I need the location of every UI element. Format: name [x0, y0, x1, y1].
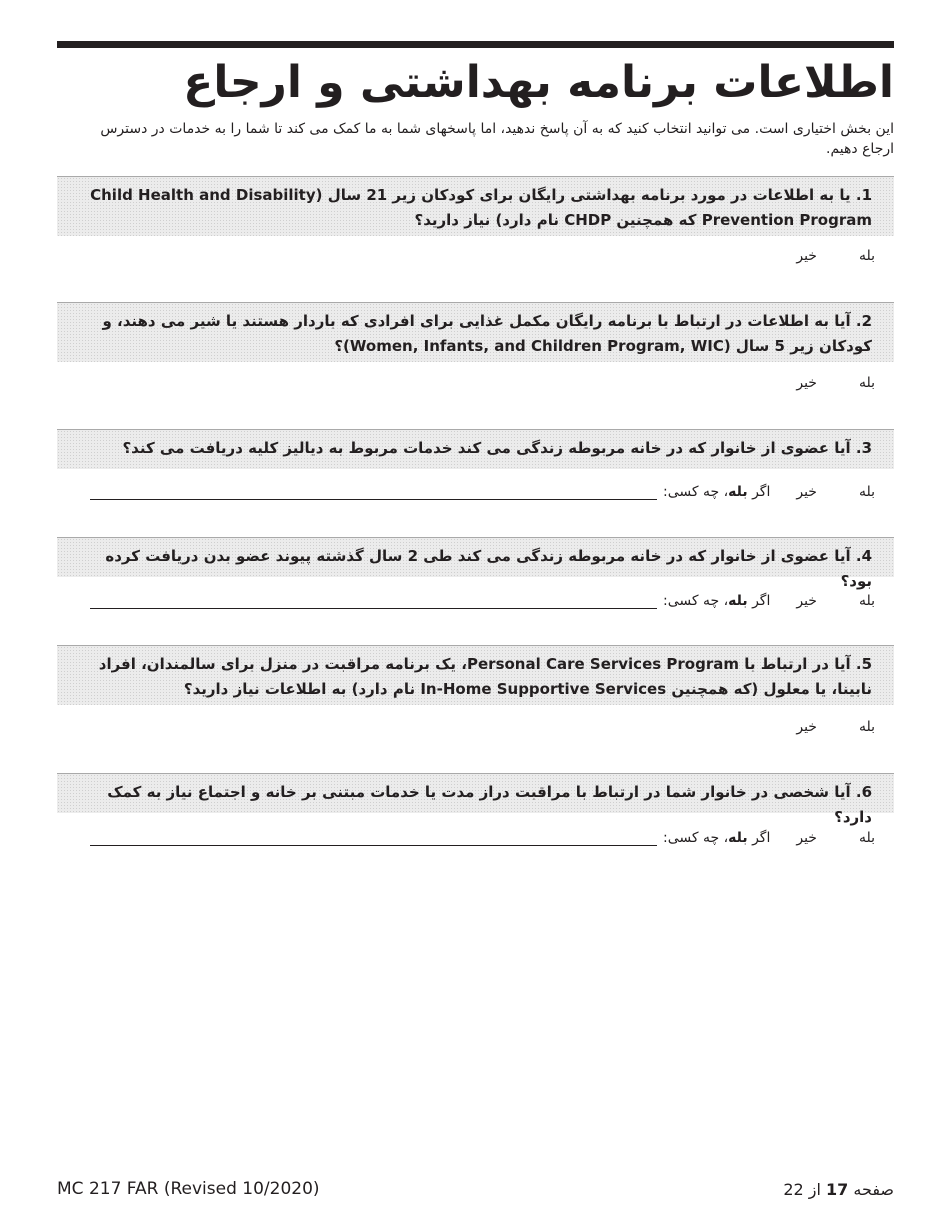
- yes-option[interactable]: بله: [858, 719, 875, 735]
- question-4: [57, 537, 894, 590]
- question-text: آیا عضوی از خانوار که در خانه مربوطه زندگی می کند طی 2 سال گذشته پیوند عضو بدن دریافت کرده بود؟: [105, 547, 872, 590]
- yes-option[interactable]: بله: [858, 248, 875, 264]
- page-number: صفحه 17 از 22: [783, 1180, 894, 1199]
- question-text: آیا در ارتباط با Personal Care Services Program، یک برنامه مراقبت در منزل برای سالمندان، افراد نابینا، یا معلول (که همچنین In-Home Supportive Services نام دارد) به اطلاعات نیاز دارید؟: [98, 655, 872, 698]
- who-input-line[interactable]: [90, 487, 657, 500]
- question-number: 3.: [855, 439, 872, 457]
- question-number: 1.: [855, 186, 872, 204]
- if-yes-who-label: اگر بله، چه کسی:: [663, 830, 771, 846]
- no-option[interactable]: خیر: [796, 484, 817, 500]
- question-number: 5.: [855, 655, 872, 673]
- who-input-line[interactable]: [90, 833, 657, 846]
- question-number: 2.: [855, 312, 872, 330]
- page-title: اطلاعات برنامه بهداشتی و ارجاع: [183, 57, 894, 108]
- question-2: [57, 302, 894, 362]
- question-number: 4.: [855, 547, 872, 565]
- question-3: [57, 429, 894, 469]
- question-text: آیا به اطلاعات در ارتباط با برنامه رایگان مکمل غذایی برای افرادی که باردار هستند یا شیر می دهند، و کودکان زیر 5 سال (Women, Infants, and Children Program, WIC)؟: [102, 312, 872, 355]
- if-yes-who-label: اگر بله، چه کسی:: [663, 484, 771, 500]
- yes-option[interactable]: بله: [858, 830, 875, 846]
- answer-row-3: [90, 478, 875, 500]
- no-option[interactable]: خیر: [796, 593, 817, 609]
- answer-row-1: [90, 242, 875, 264]
- yes-option[interactable]: بله: [858, 484, 875, 500]
- if-yes-who-label: اگر بله، چه کسی:: [663, 593, 771, 609]
- no-option[interactable]: خیر: [796, 375, 817, 391]
- yes-option[interactable]: بله: [858, 375, 875, 391]
- question-text: آیا عضوی از خانوار که در خانه مربوطه زندگی می کند خدمات مربوط به دیالیز کلیه دریافت می کند؟: [122, 439, 851, 457]
- question-text: آیا شخصی در خانوار شما در ارتباط با مراقبت دراز مدت یا خدمات مبتنی بر خانه و اجتماع نیاز به کمک دارد؟: [107, 783, 872, 826]
- question-text: یا به اطلاعات در مورد برنامه بهداشتی رایگان برای کودکان زیر 21 سال (Child Health and Disability Prevention Program که همچنین CHDP نام دارد) نیاز دارید؟: [90, 186, 872, 229]
- answer-row-6: [90, 824, 875, 846]
- answer-row-2: [90, 369, 875, 391]
- answer-row-5: [90, 713, 875, 735]
- top-rule: [57, 41, 894, 48]
- no-option[interactable]: خیر: [796, 719, 817, 735]
- yes-option[interactable]: بله: [858, 593, 875, 609]
- form-id: MC 217 FAR (Revised 10/2020): [57, 1179, 320, 1199]
- who-input-line[interactable]: [90, 596, 657, 609]
- question-1: [57, 176, 894, 236]
- answer-row-4: [90, 587, 875, 609]
- intro-paragraph: این بخش اختیاری است. می توانید انتخاب کنید که به آن پاسخ ندهید، اما پاسخهای شما به ما کمک می کند تا شما را به خدمات در دسترس ارجاع دهیم.: [100, 121, 894, 157]
- question-number: 6.: [855, 783, 872, 801]
- no-option[interactable]: خیر: [796, 830, 817, 846]
- question-5: [57, 645, 894, 705]
- no-option[interactable]: خیر: [796, 248, 817, 264]
- question-6: [57, 773, 894, 826]
